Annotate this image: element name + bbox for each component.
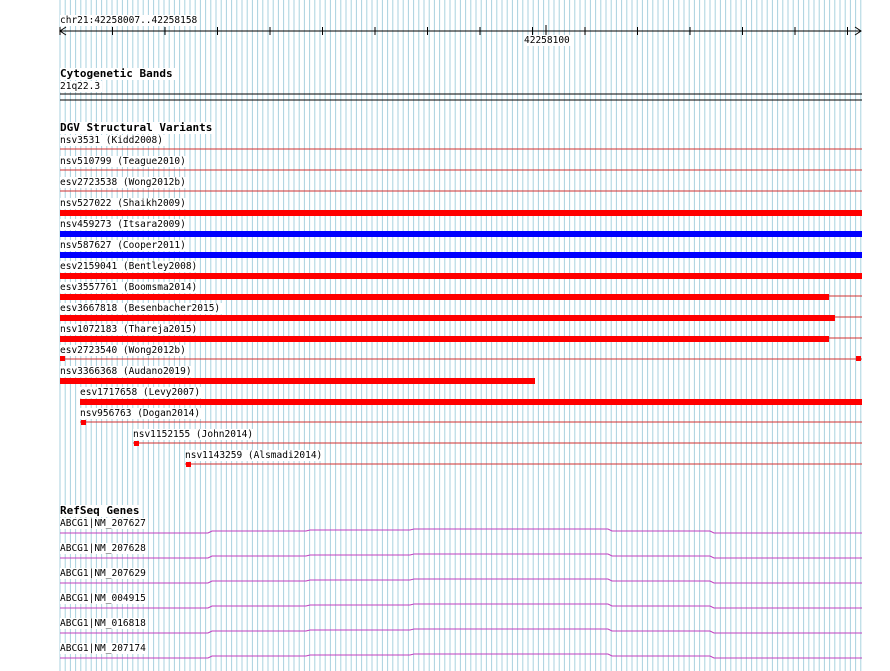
ruler-tick-label: 42258100 [524, 35, 570, 46]
dgv-variant-bar[interactable] [60, 252, 862, 258]
dgv-variant-label[interactable]: nsv1072183 (Thareja2015) [60, 324, 198, 335]
dgv-variant-label[interactable]: nsv3366368 (Audano2019) [60, 366, 192, 377]
refseq-gene-label[interactable]: ABCG1|NM_016818 [60, 618, 146, 629]
refseq-gene-line[interactable] [60, 529, 862, 533]
dgv-variant-endpoint[interactable] [134, 441, 139, 446]
dgv-variant-bar[interactable] [60, 231, 862, 237]
dgv-variant-bar[interactable] [60, 315, 835, 321]
cytoband-label: 21q22.3 [60, 81, 101, 92]
refseq-gene-line[interactable] [60, 604, 862, 608]
refseq-gene-label[interactable]: ABCG1|NM_207629 [60, 568, 146, 579]
dgv-variant-bar[interactable] [60, 210, 862, 216]
dgv-variant-bar[interactable] [60, 336, 829, 342]
refseq-gene-label[interactable]: ABCG1|NM_207628 [60, 543, 146, 554]
refseq-gene-line[interactable] [60, 654, 862, 658]
dgv-variant-label[interactable]: nsv510799 (Teague2010) [60, 156, 186, 167]
dgv-variant-endpoint[interactable] [186, 462, 191, 467]
dgv-variant-label[interactable]: nsv1152155 (John2014) [133, 429, 254, 440]
dgv-variant-label[interactable]: nsv956763 (Dogan2014) [80, 408, 201, 419]
cytoband-track-title: Cytogenetic Bands [60, 67, 173, 80]
refseq-gene-label[interactable]: ABCG1|NM_207174 [60, 643, 146, 654]
dgv-variant-label[interactable]: nsv1143259 (Alsmadi2014) [185, 450, 323, 461]
dgv-variant-label[interactable]: esv2723538 (Wong2012b) [60, 177, 186, 188]
refseq-gene-label[interactable]: ABCG1|NM_207627 [60, 518, 146, 529]
dgv-variant-endpoint[interactable] [856, 356, 861, 361]
ruler-location-label: chr21:42258007..42258158 [60, 15, 198, 26]
dgv-variant-label[interactable]: esv3557761 (Boomsma2014) [60, 282, 198, 293]
refseq-track-title: RefSeq Genes [60, 504, 140, 517]
dgv-variant-label[interactable]: esv2159041 (Bentley2008) [60, 261, 198, 272]
ruler [60, 25, 861, 37]
cytoband-track [60, 94, 862, 100]
dgv-track-title: DGV Structural Variants [60, 121, 213, 134]
dgv-variant-bar[interactable] [60, 273, 862, 279]
dgv-variant-label[interactable]: nsv587627 (Cooper2011) [60, 240, 186, 251]
dgv-variant-bar[interactable] [60, 378, 535, 384]
dgv-variant-label[interactable]: esv2723540 (Wong2012b) [60, 345, 186, 356]
dgv-variant-endpoint[interactable] [60, 356, 65, 361]
dgv-variant-label[interactable]: nsv527022 (Shaikh2009) [60, 198, 186, 209]
dgv-variant-label[interactable]: nsv3531 (Kidd2008) [60, 135, 163, 146]
gene-features [60, 529, 862, 658]
refseq-gene-line[interactable] [60, 579, 862, 583]
dgv-variant-label[interactable]: nsv459273 (Itsara2009) [60, 219, 186, 230]
dgv-variant-bar[interactable] [60, 294, 829, 300]
dgv-variant-endpoint[interactable] [81, 420, 86, 425]
refseq-gene-label[interactable]: ABCG1|NM_004915 [60, 593, 146, 604]
refseq-gene-line[interactable] [60, 629, 862, 633]
dgv-variant-bar[interactable] [80, 399, 862, 405]
dgv-variant-label[interactable]: esv1717658 (Levy2007) [80, 387, 201, 398]
refseq-gene-line[interactable] [60, 554, 862, 558]
dgv-variant-label[interactable]: esv3667818 (Besenbacher2015) [60, 303, 221, 314]
